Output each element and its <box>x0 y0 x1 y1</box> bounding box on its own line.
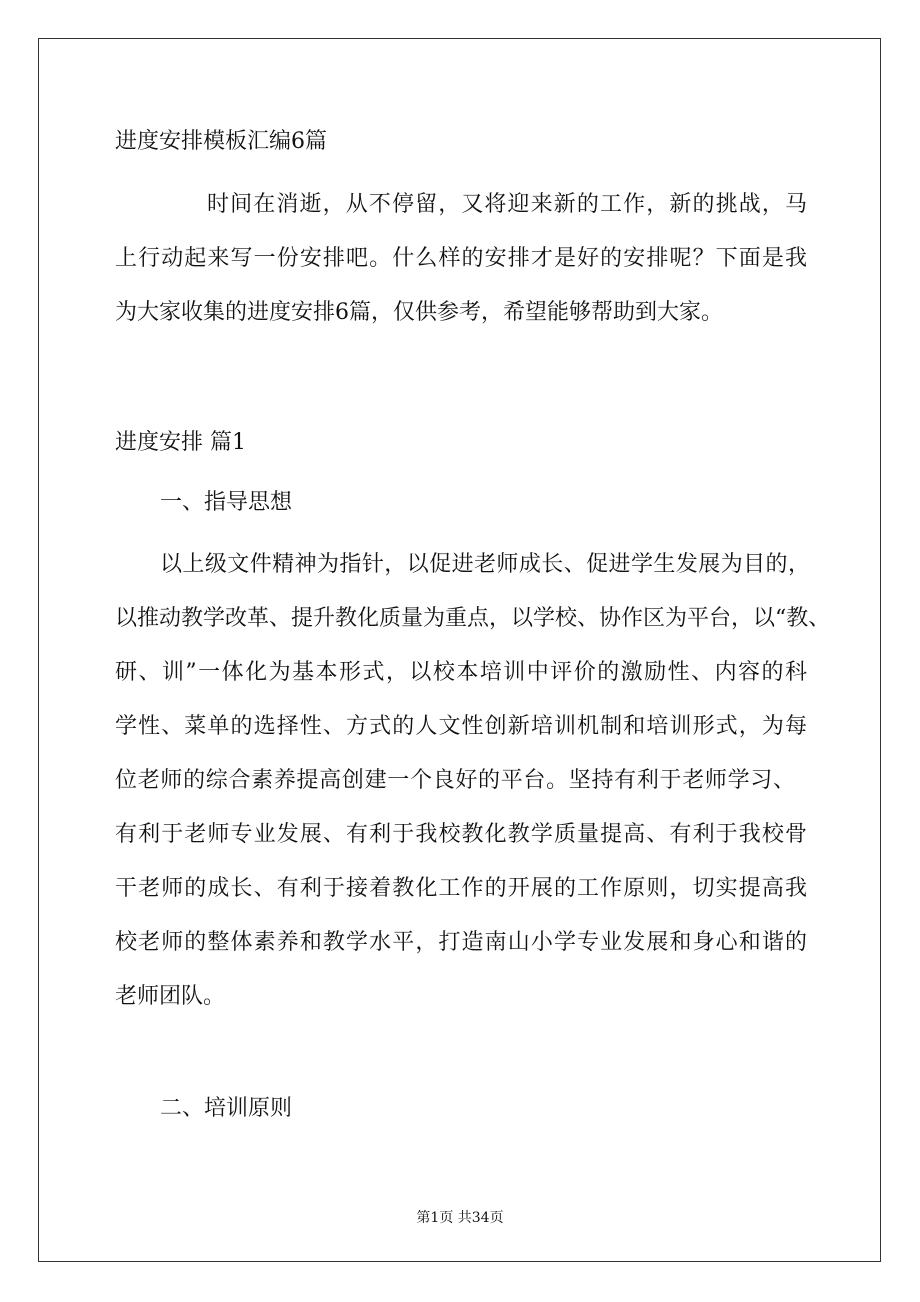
intro-line: 上行动起来写一份安排吧。什么样的安排才是好的安排呢？下面是我 <box>115 246 807 271</box>
intro-line: 为大家收集的进度安排6篇，仅供参考，希望能够帮助到大家。 <box>115 300 723 325</box>
paragraph-line: 研、训”一体化为基本形式，以校本培训中评价的激励性、内容的科 <box>115 660 807 685</box>
paragraph-line: 以推动教学改革、提升教化质量为重点，以学校、协作区为平台，以“教、 <box>115 606 831 631</box>
heading-training-principles: 二、培训原则 <box>160 1096 293 1121</box>
section-heading: 进度安排 篇1 <box>115 430 246 455</box>
paragraph-line: 老师团队。 <box>115 984 226 1009</box>
paragraph-line: 学性、菜单的选择性、方式的人文性创新培训机制和培训形式，为每 <box>115 714 807 739</box>
paragraph-line: 以上级文件精神为指针，以促进老师成长、促进学生发展为目的， <box>160 552 810 577</box>
page-border <box>38 38 881 1262</box>
intro-line: 时间在消逝，从不停留，又将迎来新的工作，新的挑战，马 <box>207 192 807 217</box>
paragraph-line: 干老师的成长、有利于接着教化工作的开展的工作原则，切实提高我 <box>115 876 807 901</box>
heading-guiding-ideology: 一、指导思想 <box>160 490 293 515</box>
document-title: 进度安排模板汇编6篇 <box>115 129 327 154</box>
page-number-footer: 第1页 共34页 <box>416 1210 504 1226</box>
paragraph-line: 校老师的整体素养和教学水平，打造南山小学专业发展和身心和谐的 <box>115 930 807 955</box>
paragraph-line: 有利于老师专业发展、有利于我校教化教学质量提高、有利于我校骨 <box>115 822 807 847</box>
paragraph-line: 位老师的综合素养提高创建一个良好的平台。坚持有利于老师学习、 <box>115 768 795 793</box>
